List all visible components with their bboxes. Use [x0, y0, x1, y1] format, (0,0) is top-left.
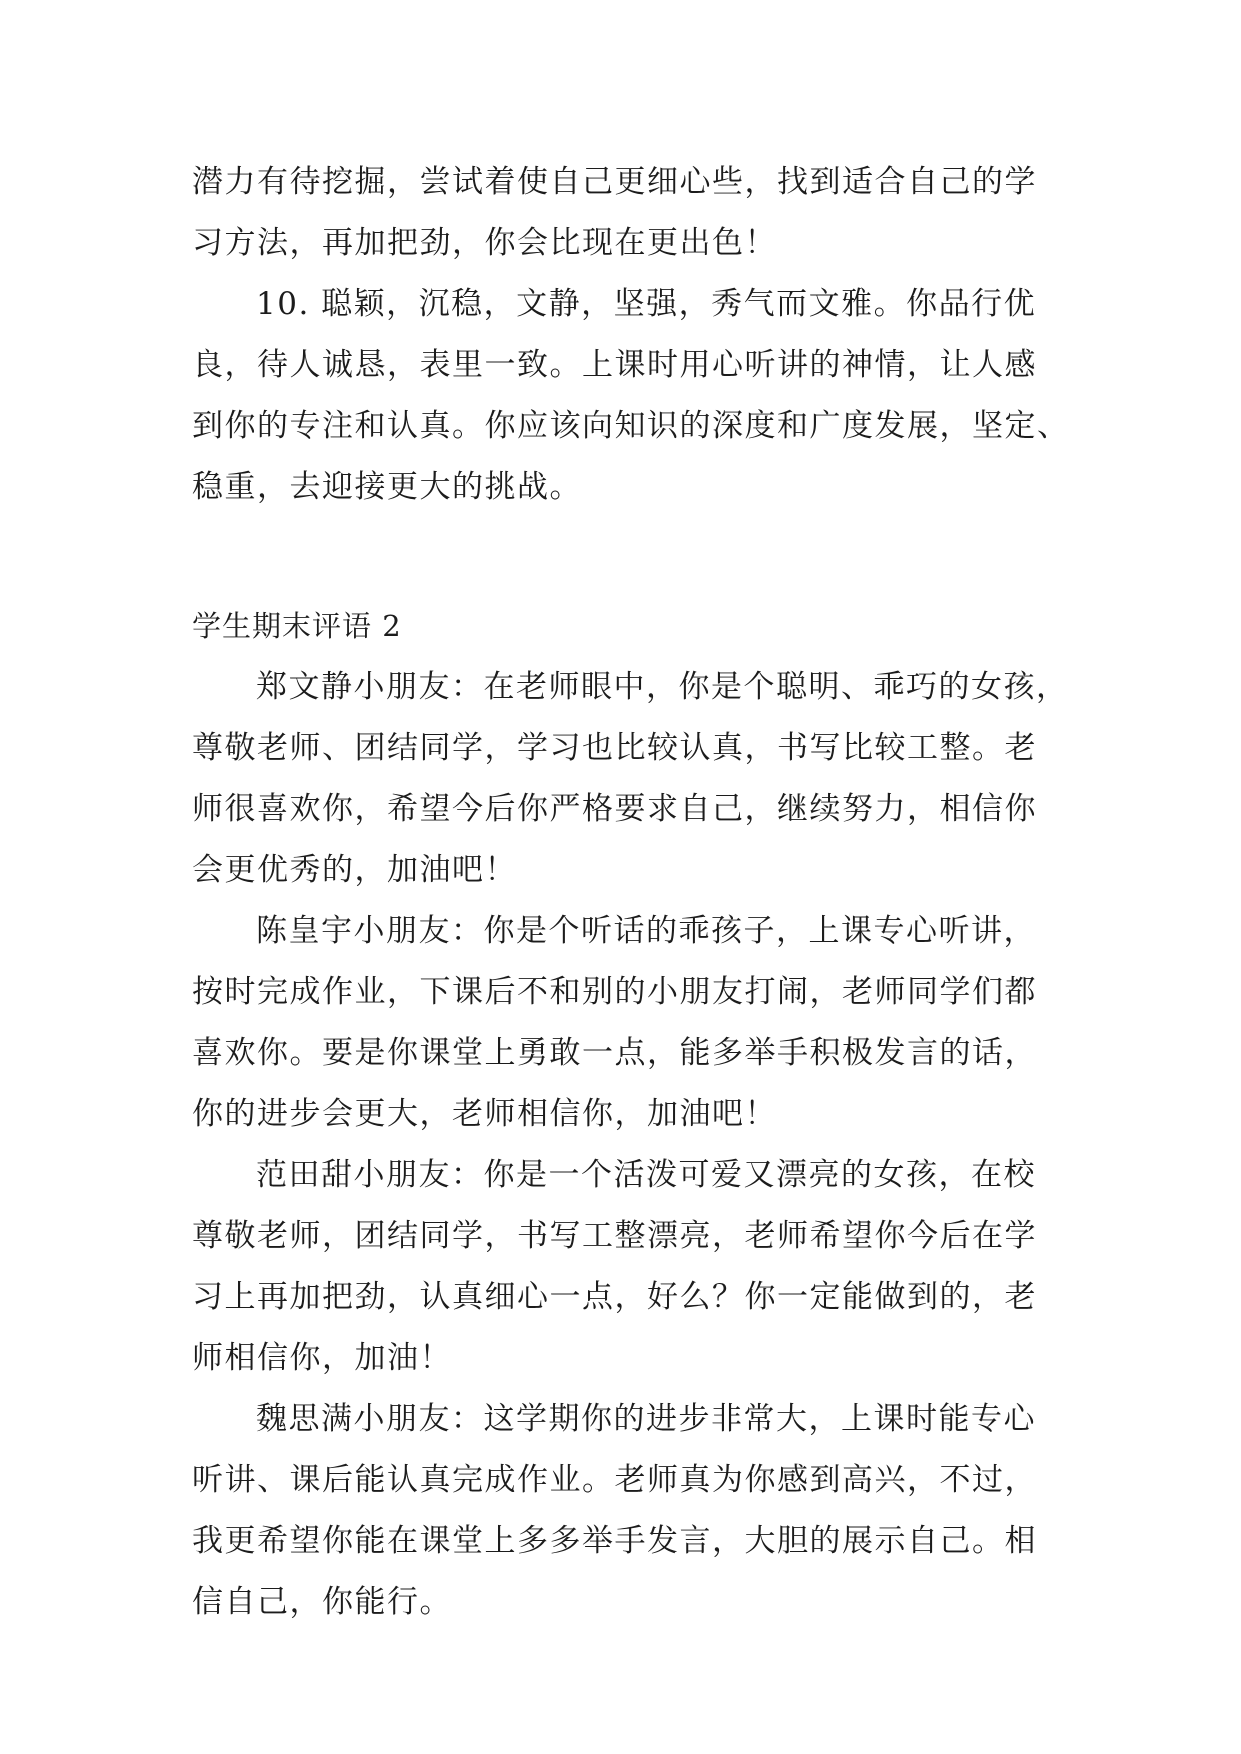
text-line: 听讲、课后能认真完成作业。老师真为你感到高兴，不过，	[192, 1462, 1037, 1498]
text-line: 我更希望你能在课堂上多多举手发言，大胆的展示自己。相	[192, 1523, 1037, 1559]
text-line: 潜力有待挖掘，尝试着使自己更细心些，找到适合自己的学	[192, 164, 1037, 200]
text-line: 10. 聪颖，沉稳，文静，坚强，秀气而文雅。你品行优	[256, 286, 1037, 322]
text-line: 稳重，去迎接更大的挑战。	[192, 469, 582, 505]
text-line: 陈皇宇小朋友：你是个听话的乖孩子，上课专心听讲，	[256, 913, 1036, 949]
text-line: 到你的专注和认真。你应该向知识的深度和广度发展，坚定、	[192, 408, 1070, 444]
section-spacer	[192, 518, 1052, 596]
document-body	[192, 152, 1070, 1633]
comment-section-2	[192, 596, 1069, 1633]
text-line: 喜欢你。要是你课堂上勇敢一点，能多举手积极发言的话，	[192, 1035, 1037, 1071]
text-line: 魏思满小朋友：这学期你的进步非常大，上课时能专心	[256, 1401, 1036, 1437]
comment-section-1	[192, 152, 1070, 518]
text-line: 师相信你，加油！	[192, 1340, 452, 1376]
text-line: 郑文静小朋友：在老师眼中，你是个聪明、乖巧的女孩，	[256, 669, 1069, 705]
text-line: 尊敬老师、团结同学，学习也比较认真，书写比较工整。老	[192, 730, 1037, 766]
text-line: 习方法，再加把劲，你会比现在更出色！	[192, 225, 777, 261]
text-line: 良，待人诚恳，表里一致。上课时用心听讲的神情，让人感	[192, 347, 1037, 383]
text-line: 你的进步会更大，老师相信你，加油吧！	[192, 1096, 777, 1132]
text-line: 按时完成作业，下课后不和别的小朋友打闹，老师同学们都	[192, 974, 1037, 1010]
text-line: 会更优秀的，加油吧！	[192, 852, 517, 888]
text-line: 信自己，你能行。	[192, 1584, 452, 1620]
text-line: 习上再加把劲，认真细心一点，好么？你一定能做到的，老	[192, 1279, 1037, 1315]
text-line: 师很喜欢你，希望今后你严格要求自己，继续努力，相信你	[192, 791, 1037, 827]
text-line: 尊敬老师，团结同学，书写工整漂亮，老师希望你今后在学	[192, 1218, 1037, 1254]
section-heading: 学生期末评语 2	[192, 609, 402, 643]
text-line: 范田甜小朋友：你是一个活泼可爱又漂亮的女孩，在校	[256, 1157, 1036, 1193]
